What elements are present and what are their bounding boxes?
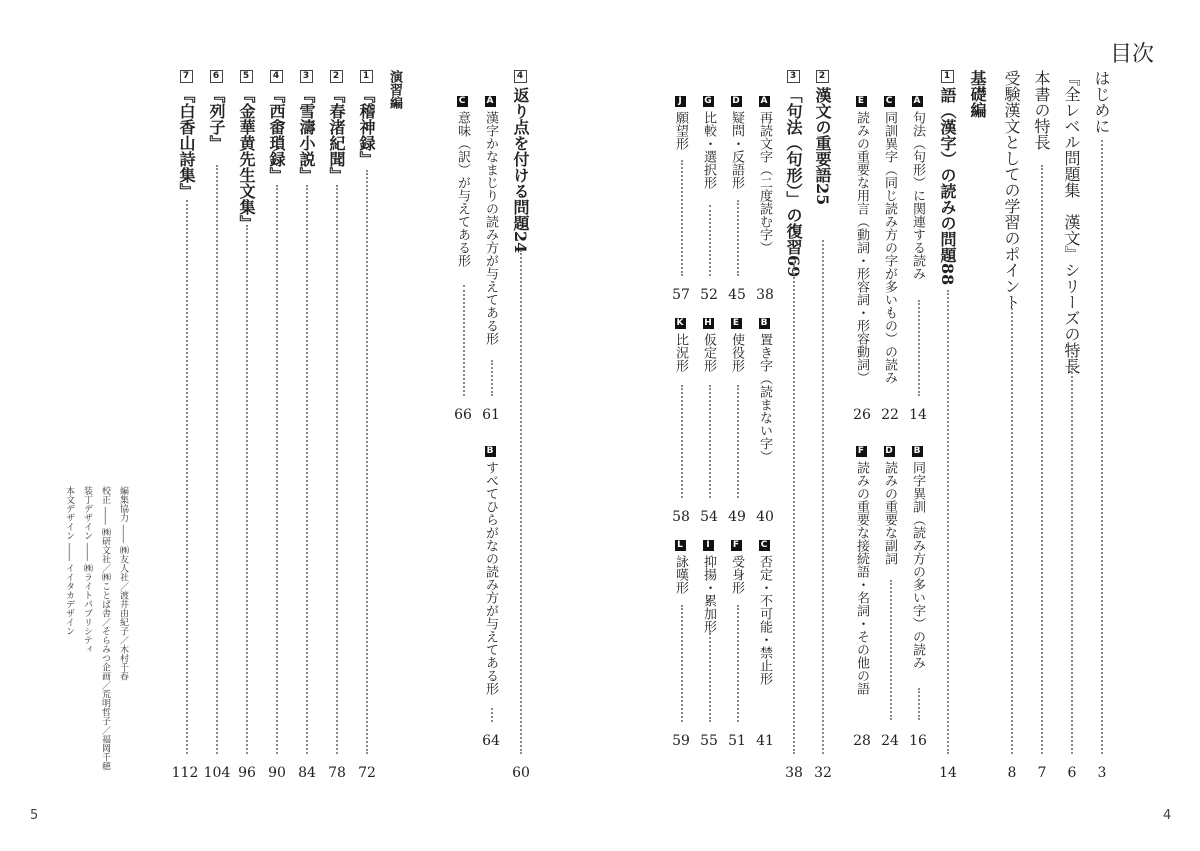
page-number: 60 <box>512 765 530 781</box>
toc-enshu-5[interactable] <box>238 70 254 231</box>
toc-item-label: 同字異訓（読み方の多い字）の読み <box>910 461 925 669</box>
credit-editorial: 編集協力 ―― ㈱友人社／渡井由紀子／木村千春 <box>118 486 128 681</box>
leader-dots <box>822 240 824 754</box>
item-badge: F <box>856 446 867 457</box>
section-number-box: 2 <box>330 70 343 83</box>
leader-dots <box>1011 300 1013 754</box>
section-number-box: 7 <box>180 70 193 83</box>
toc-section-4[interactable] <box>512 70 528 253</box>
toc-enshu-3[interactable] <box>298 70 314 183</box>
page-number: 58 <box>672 509 690 525</box>
page-number: 26 <box>853 407 871 423</box>
toc-item-3D[interactable] <box>730 96 743 189</box>
section-number-box: 3 <box>787 70 800 83</box>
section-heading-text: 基礎編 <box>968 70 987 118</box>
toc-item-3H[interactable] <box>702 318 715 372</box>
toc-item-3C[interactable] <box>758 540 771 685</box>
toc-entry-label: 『全レベル問題集 漢文』シリーズの特長 <box>1062 70 1081 374</box>
leader-dots <box>918 688 920 720</box>
page-number: 28 <box>853 733 871 749</box>
item-badge: H <box>704 318 712 328</box>
page-number: 49 <box>728 509 746 525</box>
section-heading-text: 演習編 <box>387 70 402 109</box>
toc-item-label: すべてひらがなの読み方が与えてある形 <box>483 461 498 695</box>
toc-enshu-7[interactable] <box>178 70 194 199</box>
section-heading-enshu <box>388 70 401 109</box>
toc-item-label: 読みの重要な接続語・名詞・その他の語 <box>854 461 869 695</box>
page-number: 84 <box>298 765 316 781</box>
item-badge: D <box>885 446 893 456</box>
toc-title-text: 目次 <box>1110 42 1155 67</box>
toc-entry-points[interactable] <box>1003 70 1019 310</box>
toc-item-1B[interactable] <box>911 446 924 669</box>
toc-item-3A[interactable] <box>758 96 771 254</box>
leader-dots <box>890 580 892 720</box>
toc-title <box>1110 44 1154 68</box>
section-heading-kiso <box>969 70 985 118</box>
toc-item-3K[interactable] <box>674 318 687 372</box>
leader-dots <box>491 360 493 396</box>
page-number: 112 <box>171 765 199 781</box>
page-number: 90 <box>268 765 286 781</box>
item-badge: J <box>675 96 686 107</box>
leader-dots <box>947 290 949 754</box>
toc-enshu-4[interactable] <box>268 70 284 183</box>
toc-item-label: 比況形 <box>673 333 688 372</box>
page-number: 6 <box>1067 765 1077 781</box>
credit-proofreading: 校正 ―― ㈱研文社／㈱ことば舎／そらみつ企画／荒明哲子／福岡千穂 <box>100 486 110 771</box>
toc-enshu-6[interactable] <box>208 70 224 151</box>
page-number: 104 <box>203 765 231 781</box>
toc-entry-label: 語（漢字）の読みの問題88 <box>938 87 957 286</box>
section-number-box: 2 <box>816 70 829 83</box>
toc-entry-label: 漢文の重要語25 <box>813 87 832 206</box>
item-badge: E <box>856 96 867 107</box>
toc-entry-features[interactable] <box>1033 70 1049 150</box>
toc-item-label: 再読文字（二度読む字） <box>757 111 772 254</box>
item-badge: G <box>704 96 712 106</box>
toc-item-3E[interactable] <box>730 318 743 372</box>
toc-entry-series[interactable] <box>1063 70 1079 374</box>
leader-dots <box>709 205 711 276</box>
toc-item-label: 疑問・反語形 <box>729 111 744 189</box>
toc-entry-label: 『春渚紀聞』 <box>327 87 346 183</box>
section-number-box: 1 <box>360 70 373 83</box>
toc-item-label: 読みの重要な用言（動詞・形容詞・形容動詞） <box>854 111 869 384</box>
leader-dots <box>186 200 188 754</box>
toc-entry-label: 『雪濤小説』 <box>297 87 316 183</box>
toc-entry-label: 『西畬瑣録』 <box>267 87 286 183</box>
item-badge: C <box>884 96 895 107</box>
leader-dots <box>918 300 920 396</box>
toc-item-label: 使役形 <box>729 333 744 372</box>
leader-dots <box>306 185 308 754</box>
leader-dots <box>1071 345 1073 754</box>
toc-item-1A[interactable] <box>911 96 924 280</box>
section-number-box: 4 <box>514 70 527 83</box>
leader-dots <box>1041 165 1043 754</box>
item-badge: K <box>675 318 686 329</box>
page-number: 38 <box>785 765 803 781</box>
leader-dots <box>737 385 739 498</box>
item-badge: A <box>485 96 496 107</box>
item-badge: C <box>759 540 770 551</box>
toc-item-label: 抑揚・累加形 <box>701 555 716 633</box>
page-number: 24 <box>881 733 899 749</box>
toc-item-label: 意味（訳）が与えてある形 <box>455 111 470 267</box>
page-folio-right: 4 <box>1163 808 1172 823</box>
toc-item-3B[interactable] <box>758 318 771 463</box>
toc-entry-label: 『列子』 <box>207 87 226 151</box>
item-badge: A <box>912 96 923 107</box>
toc-item-3G[interactable] <box>702 96 715 189</box>
toc-entry-intro[interactable] <box>1093 70 1109 134</box>
leader-dots <box>793 262 795 754</box>
page-number: 40 <box>756 509 774 525</box>
toc-item-3J[interactable] <box>674 96 687 150</box>
toc-entry-label: 受験漢文としての学習のポイント <box>1002 70 1021 310</box>
page-number: 38 <box>756 287 774 303</box>
page-number: 16 <box>909 733 927 749</box>
page-number: 14 <box>939 765 957 781</box>
page-number: 41 <box>756 733 774 749</box>
page-number: 64 <box>482 733 500 749</box>
toc-item-label: 受身形 <box>729 555 744 594</box>
leader-dots <box>737 200 739 276</box>
item-badge: A <box>759 96 770 107</box>
toc-item-label: 比較・選択形 <box>701 111 716 189</box>
page-number: 45 <box>728 287 746 303</box>
page-number: 52 <box>700 287 718 303</box>
toc-item-3I[interactable] <box>702 540 715 633</box>
toc-item-label: 読みの重要な副詞 <box>882 461 897 565</box>
page-number: 32 <box>814 765 832 781</box>
item-badge: E <box>731 318 742 329</box>
section-number-box: 3 <box>300 70 313 83</box>
leader-dots <box>246 225 248 754</box>
toc-enshu-1[interactable] <box>358 70 374 167</box>
toc-item-label: 否定・不可能・禁止形 <box>757 555 772 685</box>
toc-entry-label: 『白香山詩集』 <box>177 87 196 199</box>
toc-item-1C[interactable] <box>883 96 896 384</box>
section-number-box: 5 <box>240 70 253 83</box>
toc-item-label: 置き字（読まない字） <box>757 333 772 463</box>
leader-dots <box>681 385 683 498</box>
leader-dots <box>681 160 683 276</box>
page-number: 66 <box>454 407 472 423</box>
page-number: 22 <box>881 407 899 423</box>
page-number: 3 <box>1097 765 1107 781</box>
toc-enshu-2[interactable] <box>328 70 344 183</box>
leader-dots <box>276 185 278 754</box>
toc-item-4B[interactable] <box>484 446 497 695</box>
page-number: 78 <box>328 765 346 781</box>
section-number-box: 1 <box>941 70 954 83</box>
toc-entry-label: はじめに <box>1092 70 1111 134</box>
toc-item-3F[interactable] <box>730 540 743 594</box>
toc-section-1[interactable] <box>939 70 955 285</box>
page-folio-left: 5 <box>30 808 39 823</box>
toc-item-label: 句法（句形）に関連する読み <box>910 111 925 280</box>
toc-item-label: 仮定形 <box>701 333 716 372</box>
toc-item-label: 詠嘆形 <box>673 555 688 594</box>
section-number-box: 6 <box>210 70 223 83</box>
item-badge: C <box>457 96 468 107</box>
toc-item-1E[interactable] <box>855 96 868 384</box>
toc-item-label: 願望形 <box>673 111 688 150</box>
toc-section-3[interactable] <box>785 70 801 277</box>
leader-dots <box>709 385 711 498</box>
page-number: 72 <box>358 765 376 781</box>
toc-item-1F[interactable] <box>855 446 868 695</box>
leader-dots <box>336 185 338 754</box>
toc-item-label: 漢字かなまじりの読み方が与えてある形 <box>483 111 498 345</box>
item-badge: I <box>703 540 714 551</box>
credit-text-design: 本文デザイン ―― イイタカデザイン <box>64 486 74 636</box>
item-badge: B <box>759 318 770 329</box>
page-number: 61 <box>482 407 500 423</box>
toc-entry-label: 「句法（句形）」の復習69 <box>784 87 803 278</box>
leader-dots <box>366 170 368 754</box>
item-badge: B <box>485 446 496 457</box>
item-badge: F <box>731 540 742 551</box>
leader-dots <box>737 605 739 722</box>
credit-cover-design: 装丁デザイン ―― ㈱ライトパブリシティ <box>82 486 92 654</box>
leader-dots <box>1101 140 1103 754</box>
item-badge: B <box>912 446 923 457</box>
toc-section-2[interactable] <box>814 70 830 205</box>
toc-item-label: 同訓異字（同じ読み方の字が多いもの）の読み <box>882 111 897 384</box>
page-number: 54 <box>700 509 718 525</box>
toc-entry-label: 『稽神録』 <box>357 87 376 167</box>
page-number: 59 <box>672 733 690 749</box>
page-number: 14 <box>909 407 927 423</box>
page-number: 96 <box>238 765 256 781</box>
page-number: 8 <box>1007 765 1017 781</box>
leader-dots <box>681 605 683 722</box>
page-number: 55 <box>700 733 718 749</box>
toc-item-1D[interactable] <box>883 446 896 565</box>
toc-item-4A[interactable] <box>484 96 497 345</box>
toc-entry-label: 返り点を付ける問題24 <box>511 87 530 254</box>
item-badge: L <box>675 540 686 551</box>
page-number: 57 <box>672 287 690 303</box>
leader-dots <box>463 285 465 396</box>
toc-item-3L[interactable] <box>674 540 687 594</box>
toc-item-4C[interactable] <box>456 96 469 267</box>
page-number: 51 <box>728 733 746 749</box>
section-number-box: 4 <box>270 70 283 83</box>
leader-dots <box>709 630 711 722</box>
toc-entry-label: 本書の特長 <box>1032 70 1051 150</box>
toc-entry-label: 『金華黄先生文集』 <box>237 87 256 231</box>
leader-dots <box>491 708 493 722</box>
page-number: 7 <box>1037 765 1047 781</box>
leader-dots <box>520 250 522 754</box>
leader-dots <box>216 165 218 754</box>
item-badge: D <box>732 96 740 106</box>
